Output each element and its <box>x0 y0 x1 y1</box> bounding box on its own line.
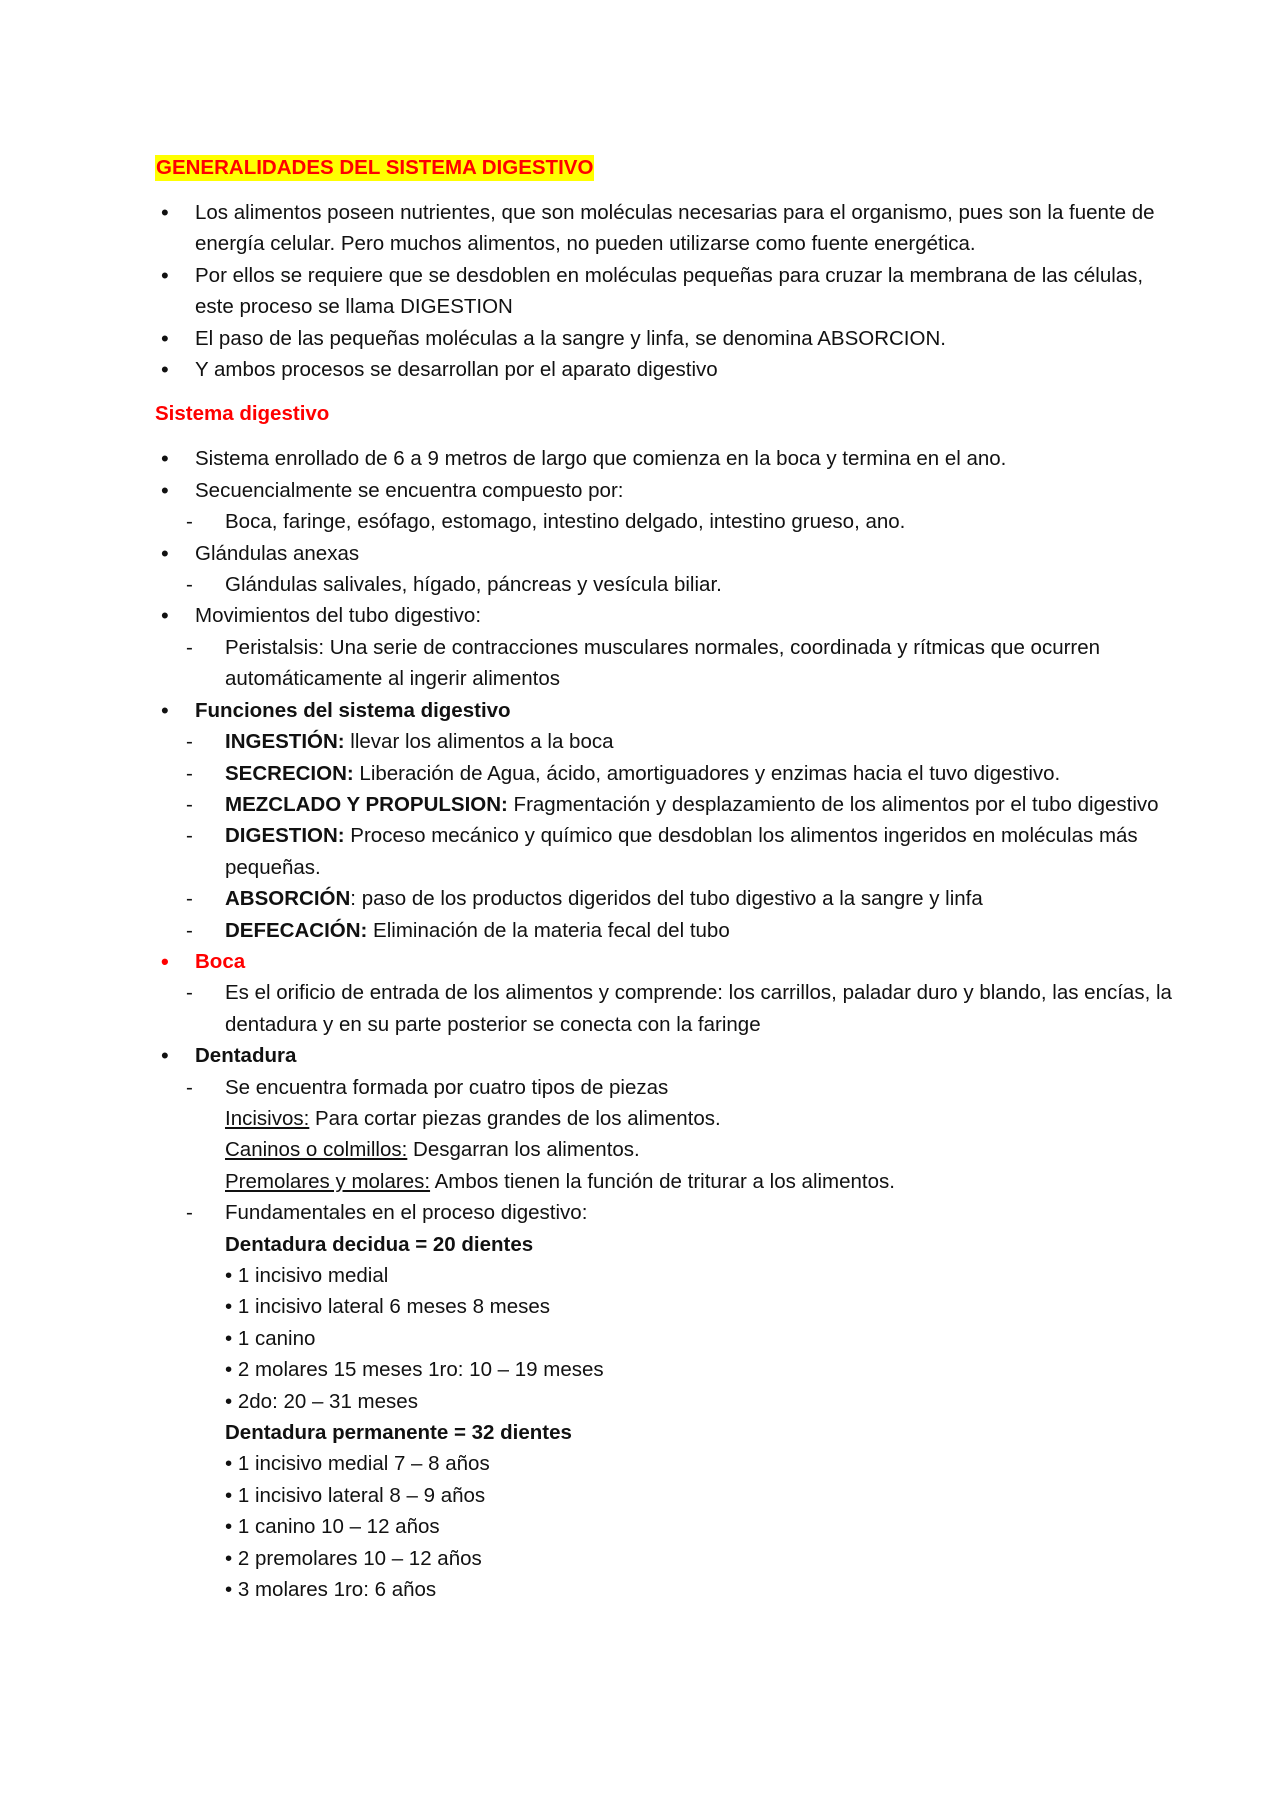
tooth-type <box>155 1166 1180 1197</box>
list-item: • Sistema enrollado de 6 a 9 metros de largo que comienza en la boca y termina en el ano. <box>155 443 1180 474</box>
boca-text: Es el orificio de entrada de los alimentos y comprende: los carrillos, paladar duro y blando, las encías, la dentadura y en su parte posterior se conecta con la faringe <box>225 981 1172 1036</box>
permanente-item: • 3 molares 1ro: 6 años <box>225 1578 437 1602</box>
funcion-item <box>155 883 1180 914</box>
dash-marker: - <box>186 730 193 754</box>
funcion-text: : paso de los productos digeridos del tubo digestivo a la sangre y linfa <box>350 887 983 911</box>
funcion-text: Liberación de Agua, ácido, amortiguadores y enzimas hacia el tuvo digestivo. <box>353 761 1061 785</box>
funcion-item <box>155 789 1180 820</box>
dash-marker: - <box>186 887 193 911</box>
list-item: • El paso de las pequeñas moléculas a la sangre y linfa, se denomina ABSORCION. <box>155 323 1180 354</box>
sub-item-text: Boca, faringe, esófago, estomago, intestino delgado, intestino grueso, ano. <box>225 510 906 534</box>
permanente-item: • 1 canino 10 – 12 años <box>225 1515 440 1539</box>
decidua-item: • 1 incisivo medial <box>225 1264 389 1287</box>
permanente-title <box>155 1417 1180 1448</box>
funcion-text: Fragmentación y desplazamiento de los alimentos por el tubo digestivo <box>507 792 1159 816</box>
funcion-text: llevar los alimentos a la boca <box>344 730 614 754</box>
tooth-type <box>155 1103 1180 1134</box>
tooth-type-term: Incisivos: <box>225 1106 310 1130</box>
intro-list <box>155 197 1180 385</box>
decidua-title-text: Dentadura decidua = 20 dientes <box>225 1232 534 1256</box>
tooth-type-term: Premolares y molares: <box>225 1169 431 1193</box>
sub-item <box>155 569 1180 600</box>
dash-marker: - <box>186 1075 193 1099</box>
dash-marker: - <box>186 824 193 848</box>
tooth-type-text: Ambos tienen la función de triturar a los alimentos. <box>430 1169 895 1193</box>
list-item: • Movimientos del tubo digestivo: <box>155 600 1180 631</box>
tooth-type <box>155 1134 1180 1165</box>
dash-marker: - <box>186 918 193 942</box>
list-item <box>155 695 1180 726</box>
dash-marker: - <box>186 573 193 597</box>
sub-item <box>155 1072 1180 1103</box>
funciones-heading: Funciones del sistema digestivo <box>195 698 511 722</box>
funcion-term: MEZCLADO Y PROPULSION: <box>225 792 508 816</box>
dash-marker: - <box>186 635 193 659</box>
sub-item <box>155 632 1180 695</box>
sistema-list-2 <box>155 538 1180 569</box>
sub-item <box>155 977 1180 1040</box>
list-item: • Y ambos procesos se desarrollan por el aparato digestivo <box>155 354 1180 385</box>
tooth-type-text: Desgarran los alimentos. <box>407 1138 640 1162</box>
list-item-text: Secuencialmente se encuentra compuesto por: <box>195 478 624 502</box>
tooth-type-text: Para cortar piezas grandes de los alimentos. <box>309 1106 721 1130</box>
list-item <box>155 1040 1180 1071</box>
sub-item <box>155 1197 1180 1228</box>
sistema-list-3 <box>155 600 1180 631</box>
decidua-item: • 2 molares 15 meses 1ro: 10 – 19 meses <box>225 1358 604 1382</box>
dash-marker: - <box>186 1201 193 1225</box>
funcion-text: Proceso mecánico y químico que desdoblan los alimentos ingeridos en moléculas más pequeñas. <box>225 824 1138 879</box>
list-item <box>155 475 1180 506</box>
funcion-term: INGESTIÓN: <box>225 730 345 754</box>
document-title: GENERALIDADES DEL SISTEMA DIGESTIVO <box>156 156 594 179</box>
list-item: • Glándulas anexas <box>155 538 1180 569</box>
fundamentales-text: Fundamentales en el proceso digestivo: <box>225 1201 588 1225</box>
list-item: • Por ellos se requiere que se desdoblen en moléculas pequeñas para cruzar la membrana de las células, este proceso se llama DIGESTION <box>155 260 1180 323</box>
sistema-list <box>155 443 1180 506</box>
decidua-item: • 1 incisivo lateral 6 meses 8 meses <box>225 1295 551 1319</box>
sub-item-text: Glándulas salivales, hígado, páncreas y vesícula biliar. <box>225 573 722 597</box>
funcion-term: SECRECION: <box>225 761 354 785</box>
dentadura-intro: Se encuentra formada por cuatro tipos de piezas <box>225 1075 669 1099</box>
funcion-text: Eliminación de la materia fecal del tubo <box>367 918 730 942</box>
sub-item-text: Peristalsis: Una serie de contracciones musculares normales, coordinada y rítmicas que ocurren automáticamente al ingerir alimentos <box>225 635 1101 691</box>
tooth-type-term: Caninos o colmillos: <box>225 1138 408 1162</box>
permanente-item: • 2 premolares 10 – 12 años <box>225 1546 482 1570</box>
funcion-item <box>155 758 1180 789</box>
permanente-item: • 1 incisivo medial 7 – 8 años <box>225 1452 490 1476</box>
permanente-item: • 1 incisivo lateral 8 – 9 años <box>225 1483 486 1507</box>
boca-heading: • Boca <box>155 946 1180 977</box>
list-item: • Los alimentos poseen nutrientes, que son moléculas necesarias para el organismo, pues son la fuente de energía celular. Pero muchos alimentos, no pueden utilizarse como fuente energética. <box>155 197 1180 260</box>
funcion-item <box>155 915 1180 946</box>
dash-marker: - <box>186 510 193 534</box>
funcion-item <box>155 820 1180 883</box>
permanente-title-text: Dentadura permanente = 32 dientes <box>225 1421 572 1445</box>
funcion-item <box>155 726 1180 757</box>
funcion-term: DEFECACIÓN: <box>225 918 368 942</box>
funcion-term: ABSORCIÓN <box>225 887 351 911</box>
dash-marker: - <box>186 792 193 816</box>
decidua-item: • 2do: 20 – 31 meses <box>225 1389 418 1413</box>
decidua-item: • 1 canino <box>225 1326 316 1350</box>
dash-marker: - <box>186 761 193 785</box>
funciones-list <box>155 695 1180 726</box>
decidua-title <box>155 1229 1180 1260</box>
boca-list <box>155 946 1180 977</box>
section-title: Sistema digestivo <box>155 402 330 426</box>
funcion-term: DIGESTION: <box>225 824 345 848</box>
dentadura-heading: Dentadura <box>195 1044 297 1068</box>
sub-item <box>155 506 1180 537</box>
dash-marker: - <box>186 981 193 1005</box>
dentadura-list <box>155 1040 1180 1071</box>
